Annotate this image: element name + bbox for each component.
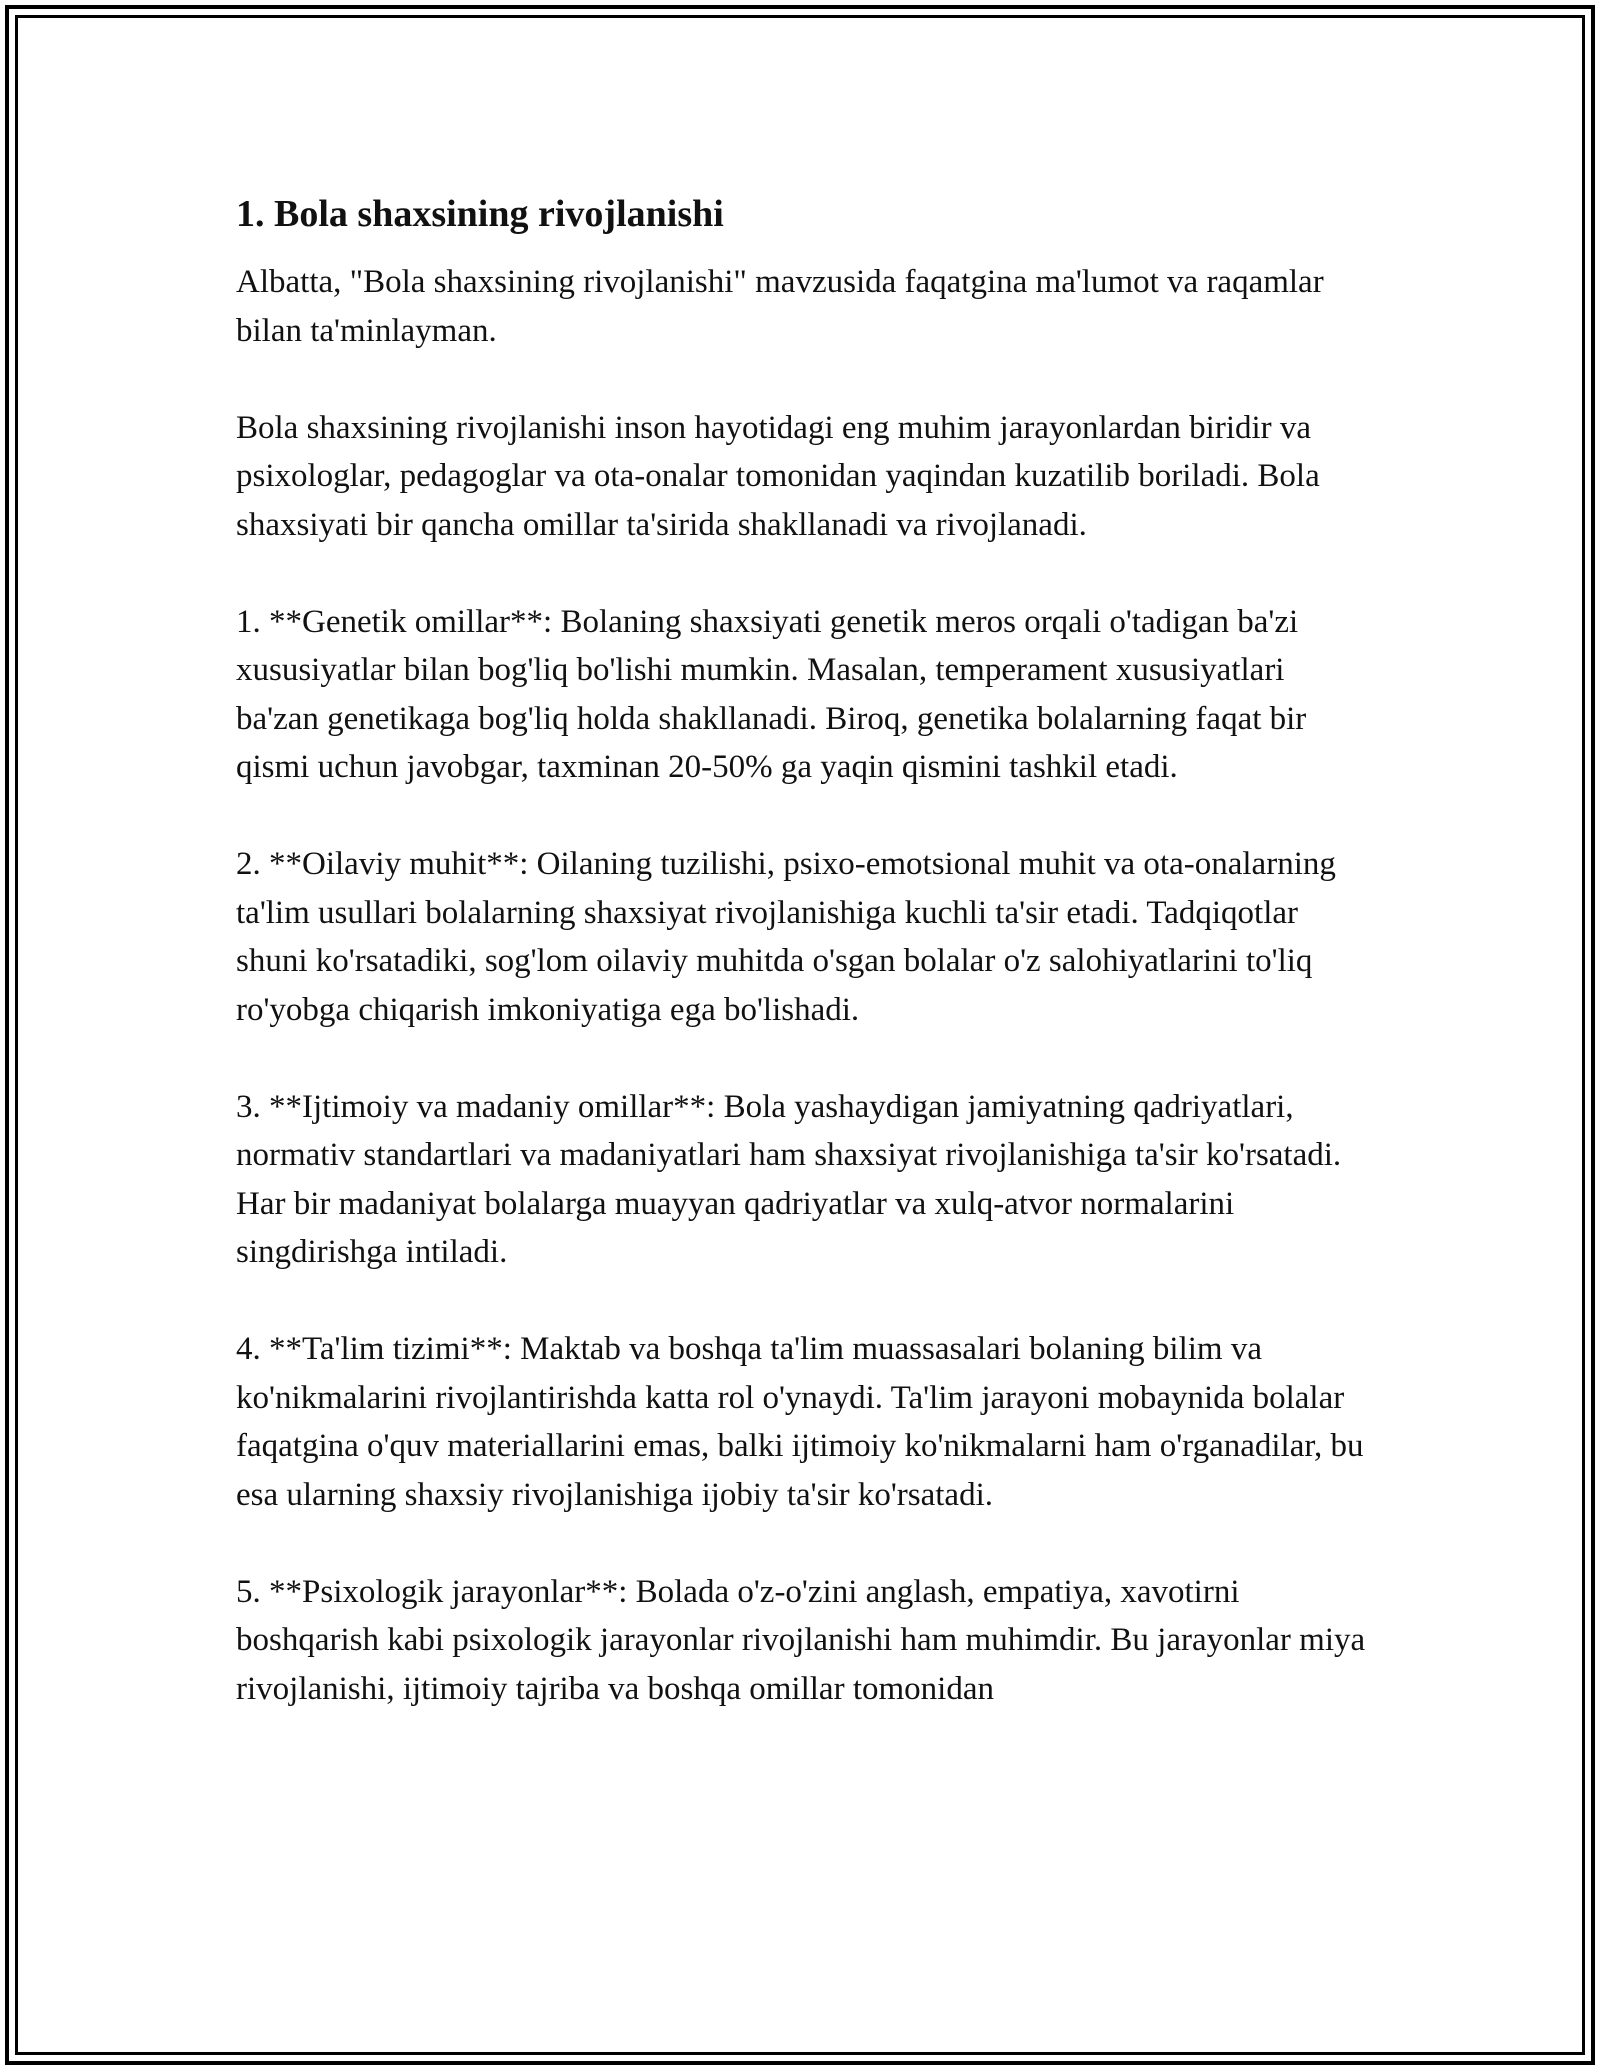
paragraph-social-cultural-factors: 3. **Ijtimoiy va madaniy omillar**: Bola yashaydigan jamiyatning qadriyatlari, normativ standartlari va madaniyatlari ham shaxsiyat rivojlanishiga ta'sir ko'rsatadi. Har bir madaniyat bolalarga muayyan qadriyatlar va xulq-atvor normalarini singdirishga intiladi. bbox=[236, 1088, 1342, 1270]
paragraph-family-environment: 2. **Oilaviy muhit**: Oilaning tuzilishi, psixo-emotsional muhit va ota-onalarning ta'lim usullari bolalarning shaxsiyat rivojlanishiga kuchli ta'sir etadi. Tadqiqotlar shuni ko'rsatadiki, sog'lom oilaviy muhitda o'sgan bolalar o'z salohiyatlarini to'liq ro'yobga chiqarish imkoniyatiga ega bo'lishadi. bbox=[236, 846, 1336, 1028]
paragraph-psychological-processes: 5. **Psixologik jarayonlar**: Bolada o'z-o'zini anglash, empatiya, xavotirni boshqarish kabi psixologik jarayonlar rivojlanishi ham muhimdir. Bu jarayonlar miya rivojlanishi, ijtimoiy tajriba va boshqa omillar tomonidan bbox=[236, 1573, 1366, 1707]
document-body bbox=[236, 188, 1366, 1762]
document-title: 1. Bola shaxsining rivojlanishi bbox=[236, 193, 724, 235]
paragraph-overview: Bola shaxsining rivojlanishi inson hayotidagi eng muhim jarayonlardan biridir va psixologlar, pedagoglar va ota-onalar tomonidan yaqindan kuzatilib boriladi. Bola shaxsiyati bir qancha omillar ta'sirida shakllanadi va rivojlanadi. bbox=[236, 409, 1320, 543]
paragraph-education-system: 4. **Ta'lim tizimi**: Maktab va boshqa ta'lim muassasalari bolaning bilim va ko'nikmalarini rivojlantirishda katta rol o'ynaydi. Ta'lim jarayoni mobaynida bolalar faqatgina o'quv materiallarini emas, balki ijtimoiy ko'nikmalarni ham o'rganadilar, bu esa ularning shaxsiy rivojlanishiga ijobiy ta'sir ko'rsatadi. bbox=[236, 1331, 1364, 1513]
paragraph-genetic-factors: 1. **Genetik omillar**: Bolaning shaxsiyati genetik meros orqali o'tadigan ba'zi xususiyatlar bilan bog'liq bo'lishi mumkin. Masalan, temperament xususiyatlari ba'zan genetikaga bog'liq holda shakllanadi. Biroq, genetika bolalarning faqat bir qismi uchun javobgar, taxminan 20-50% ga yaqin qismini tashkil etadi. bbox=[236, 603, 1307, 785]
paragraph-intro: Albatta, "Bola shaxsining rivojlanishi" mavzusida faqatgina ma'lumot va raqamlar bilan ta'minlayman. bbox=[236, 264, 1324, 349]
